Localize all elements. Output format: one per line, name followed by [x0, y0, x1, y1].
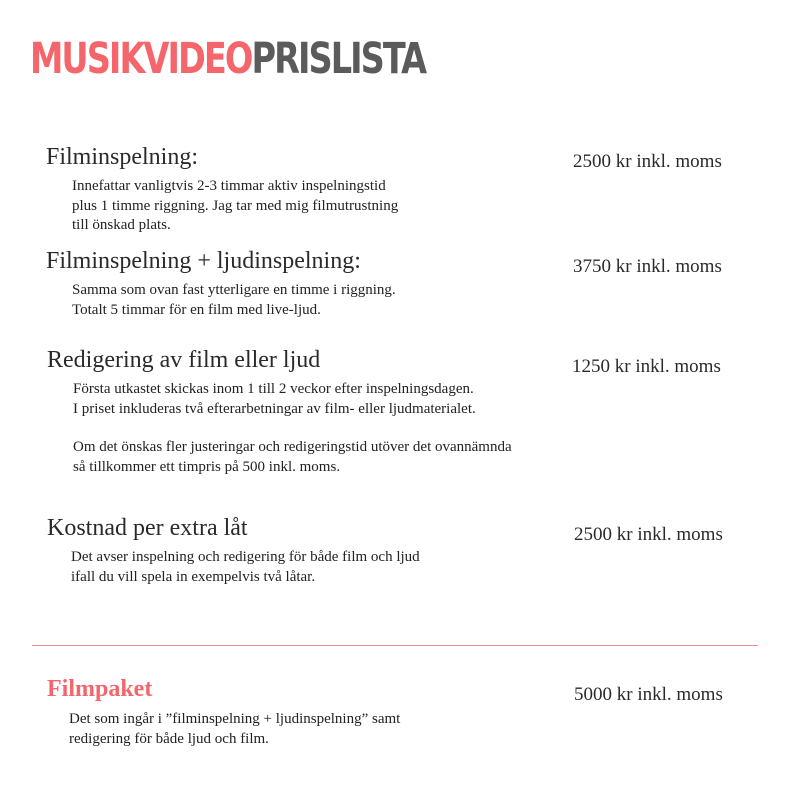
item-price: 3750 kr inkl. moms [573, 256, 722, 277]
section-divider [32, 645, 758, 646]
item-title: Redigering av film eller ljud [47, 347, 321, 373]
package-price: 5000 kr inkl. moms [574, 684, 723, 705]
price-item-film-och-ljud [46, 247, 396, 320]
item-description-text: Samma som ovan fast ytterligare en timme i riggning. Totalt 5 timmar för en film med live-ljud. [72, 282, 396, 318]
item-title: Kostnad per extra låt [47, 515, 248, 541]
page-title [30, 34, 425, 84]
page-title-musikvideo: MUSIKVIDEO [30, 34, 252, 84]
package-title: Filmpaket [47, 676, 153, 702]
price-item-redigering [47, 346, 512, 477]
item-description-text: Innefattar vanligtvis 2-3 timmar aktiv inspelningstid plus 1 timme riggning. Jag tar med mig filmutrustning till önskad plats. [72, 178, 399, 233]
item-description-text: Första utkastet skickas inom 1 till 2 veckor efter inspelningsdagen. I priset inkluderas två efterarbetningar av film- eller ljudmaterialet. [73, 381, 476, 417]
package-description [69, 710, 400, 749]
item-description [73, 380, 512, 477]
item-description [72, 177, 398, 236]
item-title: Filminspelning: [46, 144, 199, 170]
item-title: Filminspelning + ljudinspelning: [46, 248, 361, 274]
page-title-prislista: PRISLISTA [251, 34, 426, 84]
item-description-text: Om det önskas fler justeringar och redigeringstid utöver det ovannämnda så tillkommer ett timpris på 500 inkl. moms. [73, 439, 512, 475]
item-price: 2500 kr inkl. moms [573, 151, 722, 172]
item-description-text: Det avser inspelning och redigering för både film och ljud ifall du vill spela in exempelvis två låtar. [71, 549, 420, 585]
package-description-text: Det som ingår i ”filminspelning + ljudinspelning” samt redigering för både ljud och film. [69, 711, 401, 747]
item-description [71, 548, 420, 587]
price-item-filminspelning [46, 143, 398, 236]
price-item-filmpaket [47, 675, 400, 749]
item-description [72, 281, 396, 320]
item-price: 1250 kr inkl. moms [572, 356, 721, 377]
item-price: 2500 kr inkl. moms [574, 524, 723, 545]
price-item-extra-lat [47, 514, 420, 587]
